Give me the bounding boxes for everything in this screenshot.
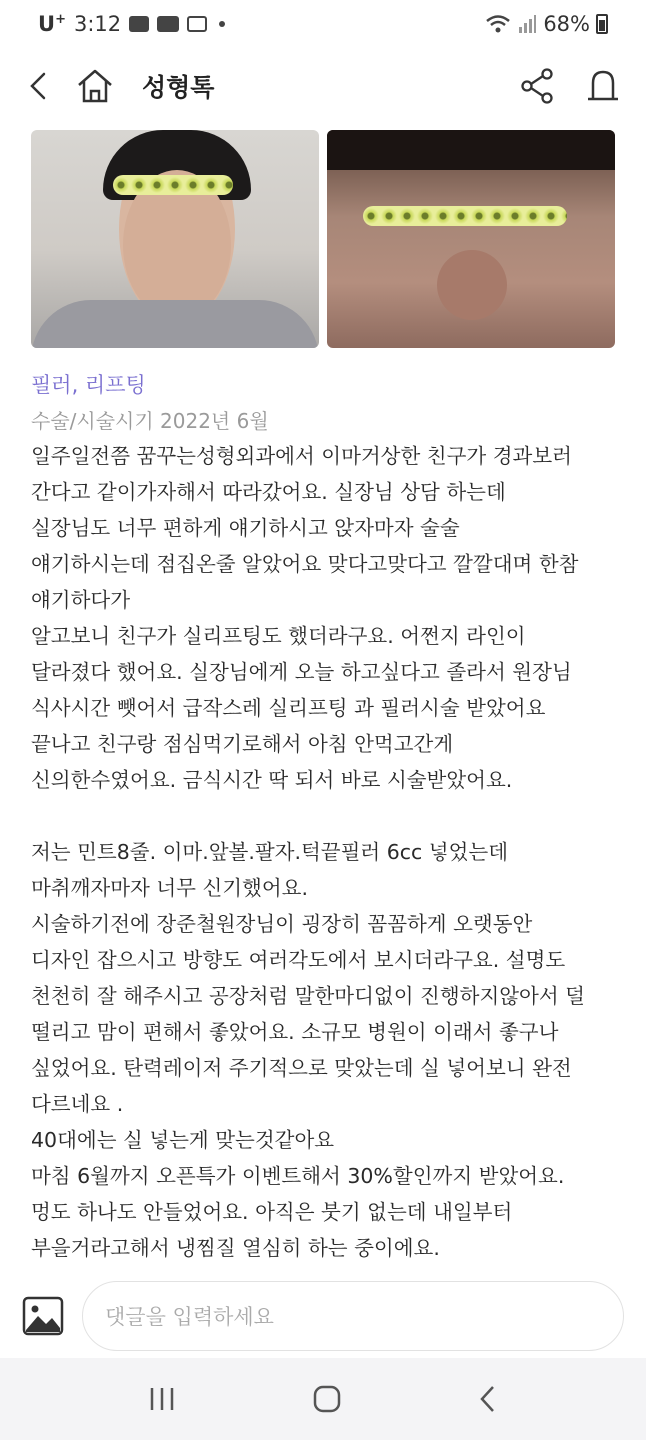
- shirt-shape: [31, 300, 319, 348]
- recent-apps-icon[interactable]: [148, 1385, 176, 1413]
- post-body-line: 천천히 잘 해주시고 공장처럼 말한마디없이 진행하지않아서 덜: [31, 984, 585, 1008]
- youtube-icon: [157, 16, 179, 32]
- procedure-date: 수술/시술시기 2022년 6월: [31, 409, 269, 433]
- notification-dot-icon: [219, 21, 225, 27]
- app-header: [0, 48, 646, 124]
- post-body-line: 싶었어요. 탄력레이저 주기적으로 맞았는데 실 넣어보니 완전: [31, 1056, 572, 1080]
- post-body: [31, 438, 621, 1266]
- post-body-line: [31, 798, 621, 834]
- post-body-line: 저는 민트8줄. 이마.앞볼.팔자.턱끝필러 6cc 넣었는데: [31, 840, 509, 864]
- post-body-line: 마침 6월까지 오픈특가 이벤트해서 30%할인까지 받았어요.: [31, 1164, 565, 1188]
- post-body-line: 얘기하시는데 점집온줄 알았어요 맞다고맞다고 깔깔대며 한참: [31, 552, 579, 576]
- image-attach-icon[interactable]: [22, 1296, 64, 1336]
- bell-icon[interactable]: [586, 68, 620, 104]
- image-icon: [129, 16, 149, 32]
- post-meta: [31, 368, 621, 438]
- status-bar: [0, 0, 646, 48]
- post-body-line: 다르네요 .: [31, 1092, 124, 1116]
- post-tags[interactable]: 필러, 리프팅: [31, 373, 146, 397]
- eye-censor-bar: [363, 206, 567, 226]
- post-photo-before[interactable]: [31, 130, 319, 348]
- battery-percent: 68%: [543, 12, 590, 36]
- post-body-line: 마취깨자마자 너무 신기했어요.: [31, 876, 308, 900]
- post-body-line: 얘기하다가: [31, 588, 131, 612]
- battery-icon: [596, 14, 608, 34]
- system-nav-bar: [0, 1358, 646, 1440]
- back-icon[interactable]: [26, 70, 50, 102]
- post-body-line: 시술하기전에 장준철원장님이 굉장히 꼼꼼하게 오랫동안: [31, 912, 533, 936]
- wifi-icon: [485, 14, 511, 34]
- post-body-line: 40대에는 실 넣는게 맞는것같아요: [31, 1128, 335, 1152]
- comment-bar: [0, 1276, 646, 1356]
- post-body-line: 떨리고 맘이 편해서 좋았어요. 소규모 병원이 이래서 좋구나: [31, 1020, 559, 1044]
- post-photo-after[interactable]: [327, 130, 615, 348]
- page-title: 성형톡: [142, 73, 215, 102]
- clock: 3:12: [73, 12, 122, 36]
- post-body-line: 알고보니 친구가 실리프팅도 했더라구요. 어쩐지 라인이: [31, 624, 526, 648]
- post-body-line: 부을거라고해서 냉찜질 열심히 하는 중이에요.: [31, 1236, 440, 1260]
- post-body-line: 식사시간 뺏어서 급작스레 실리프팅 과 필러시술 받았어요: [31, 696, 546, 720]
- home-icon[interactable]: [76, 68, 114, 104]
- eye-censor-bar: [113, 175, 233, 195]
- signal-icon: [517, 14, 537, 34]
- post-body-line: 멍도 하나도 안들었어요. 아직은 붓기 없는데 내일부터: [31, 1200, 513, 1224]
- home-nav-icon[interactable]: [312, 1384, 342, 1414]
- post-body-line: 일주일전쯤 꿈꾸는성형외과에서 이마거상한 친구가 경과보러: [31, 444, 572, 468]
- share-icon[interactable]: [520, 68, 554, 104]
- post-body-line: 간다고 같이가자해서 따라갔어요. 실장님 상담 하는데: [31, 480, 506, 504]
- post-body-line: 신의한수였어요. 금식시간 딱 되서 바로 시술받았어요.: [31, 768, 513, 792]
- post-body-line: 끝나고 친구랑 점심먹기로해서 아침 안먹고간게: [31, 732, 454, 756]
- post-body-line: 디자인 잡으시고 방향도 여러각도에서 보시더라구요. 설명도: [31, 948, 566, 972]
- post-photos: [31, 130, 615, 348]
- post-body-line: 실장님도 너무 편하게 얘기하시고 앉자마자 술술: [31, 516, 460, 540]
- back-nav-icon[interactable]: [478, 1384, 498, 1414]
- hair-shape: [327, 130, 615, 170]
- carrier-label: U+: [38, 12, 66, 36]
- comment-input[interactable]: 댓글을 입력하세요: [82, 1281, 624, 1351]
- post-body-line: 달라졌다 했어요. 실장님에게 오늘 하고싶다고 졸라서 원장님: [31, 660, 572, 684]
- nose-shape: [437, 250, 507, 320]
- gmail-icon: [187, 16, 207, 32]
